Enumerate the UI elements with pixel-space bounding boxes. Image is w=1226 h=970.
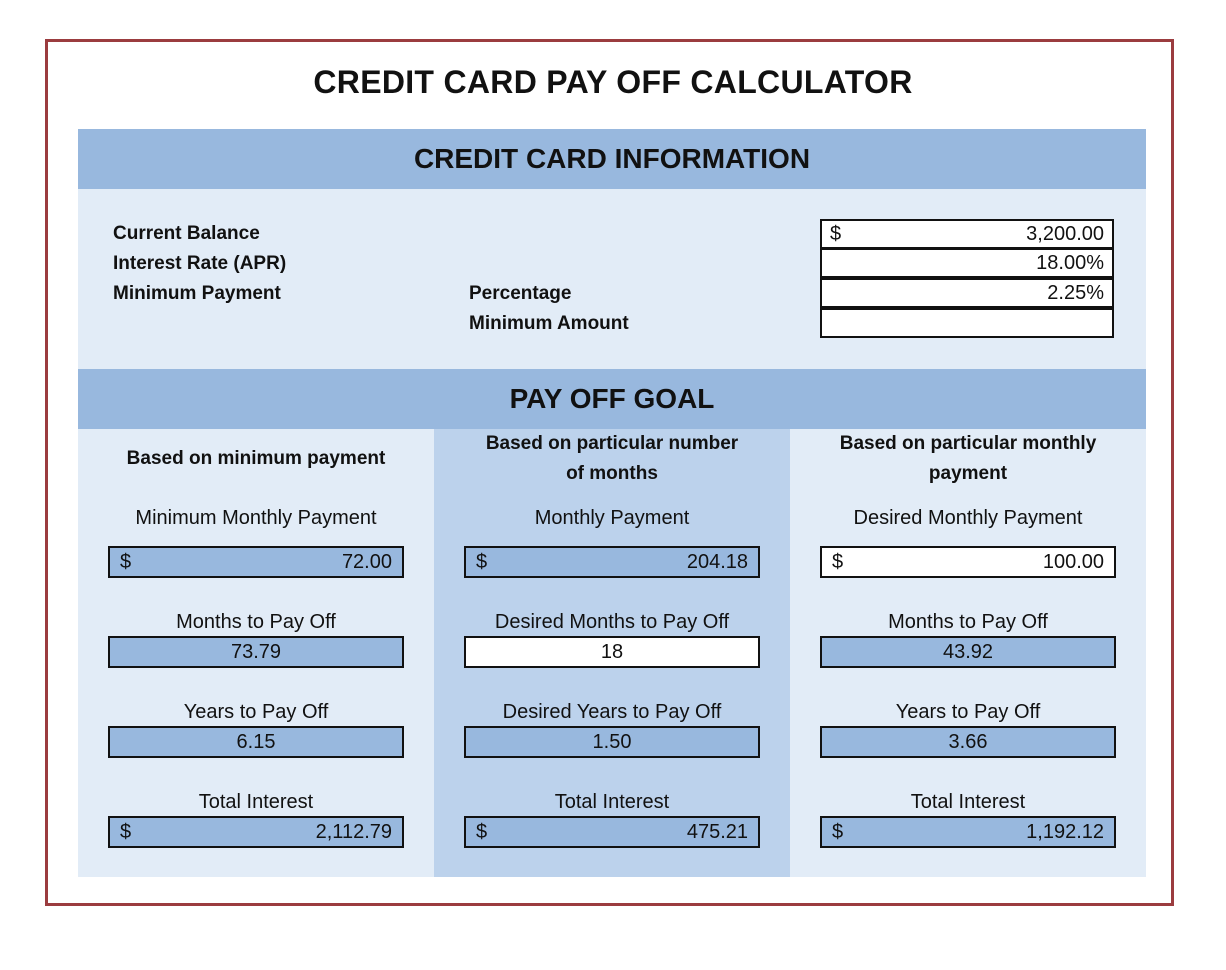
payment-value: 100.00 [1042, 550, 1104, 573]
years-value: 1.50 [592, 730, 632, 753]
payment-label: Monthly Payment [534, 507, 690, 529]
currency-symbol: $ [120, 550, 132, 573]
minimum-amount-input[interactable] [820, 308, 1114, 338]
percentage-value: 2.25% [1047, 281, 1104, 304]
minimum-payment-label: Minimum Payment [113, 283, 281, 304]
months-value: 43.92 [942, 640, 994, 663]
monthly-payment-column [790, 429, 1146, 877]
percentage-label: Percentage [469, 283, 572, 304]
interest-label: Total Interest [554, 791, 670, 813]
years-label: Desired Years to Pay Off [502, 701, 722, 723]
minimum-monthly-payment-field [108, 546, 404, 578]
column-heading-line1: Based on particular monthly [839, 433, 1097, 454]
currency-symbol: $ [476, 820, 488, 843]
currency-symbol: $ [476, 550, 488, 573]
interest-rate-value: 18.00% [1036, 251, 1104, 274]
years-value: 6.15 [236, 730, 276, 753]
current-balance-label: Current Balance [113, 223, 260, 244]
currency-symbol: $ [830, 222, 842, 245]
pay-off-goal-header: PAY OFF GOAL [78, 369, 1146, 429]
months-label: Months to Pay Off [888, 611, 1048, 633]
months-label: Months to Pay Off [176, 611, 336, 633]
months-value: 73.79 [230, 640, 282, 663]
payment-value: 204.18 [686, 550, 748, 573]
total-interest-field [820, 816, 1116, 848]
current-balance-value: 3,200.00 [1026, 222, 1104, 245]
total-interest-field [108, 816, 404, 848]
years-to-pay-off-field [108, 726, 404, 758]
years-value: 3.66 [948, 730, 988, 753]
payment-label: Minimum Monthly Payment [135, 507, 377, 529]
column-heading-line2: payment [928, 463, 1008, 484]
interest-value: 1,192.12 [1026, 820, 1104, 843]
years-to-pay-off-field [820, 726, 1116, 758]
interest-rate-label: Interest Rate (APR) [113, 253, 287, 274]
total-interest-field [464, 816, 760, 848]
column-heading-line1: Based on particular number [485, 433, 739, 454]
interest-value: 475.21 [686, 820, 748, 843]
minimum-amount-label: Minimum Amount [469, 313, 629, 334]
currency-symbol: $ [832, 550, 844, 573]
months-to-pay-off-field [820, 636, 1116, 668]
desired-months-input[interactable] [464, 636, 760, 668]
years-label: Years to Pay Off [183, 701, 329, 723]
current-balance-input[interactable] [820, 219, 1114, 249]
column-heading-line2: of months [566, 463, 658, 484]
column-heading: Based on minimum payment [126, 448, 386, 469]
monthly-payment-field [464, 546, 760, 578]
interest-label: Total Interest [910, 791, 1026, 813]
interest-rate-input[interactable] [820, 248, 1114, 278]
currency-symbol: $ [120, 820, 132, 843]
currency-symbol: $ [832, 820, 844, 843]
years-label: Years to Pay Off [895, 701, 1041, 723]
months-label: Desired Months to Pay Off [494, 611, 730, 633]
minimum-payment-column [78, 429, 434, 877]
months-to-pay-off-field [108, 636, 404, 668]
interest-label: Total Interest [198, 791, 314, 813]
payment-value: 72.00 [341, 550, 392, 573]
credit-card-info-header: CREDIT CARD INFORMATION [78, 129, 1146, 189]
desired-monthly-payment-input[interactable] [820, 546, 1116, 578]
desired-years-field [464, 726, 760, 758]
months-value: 18 [600, 640, 624, 663]
page-title: CREDIT CARD PAY OFF CALCULATOR [313, 64, 913, 100]
number-of-months-column [434, 429, 790, 877]
percentage-input[interactable] [820, 278, 1114, 308]
interest-value: 2,112.79 [315, 820, 392, 843]
payment-label: Desired Monthly Payment [853, 507, 1083, 529]
